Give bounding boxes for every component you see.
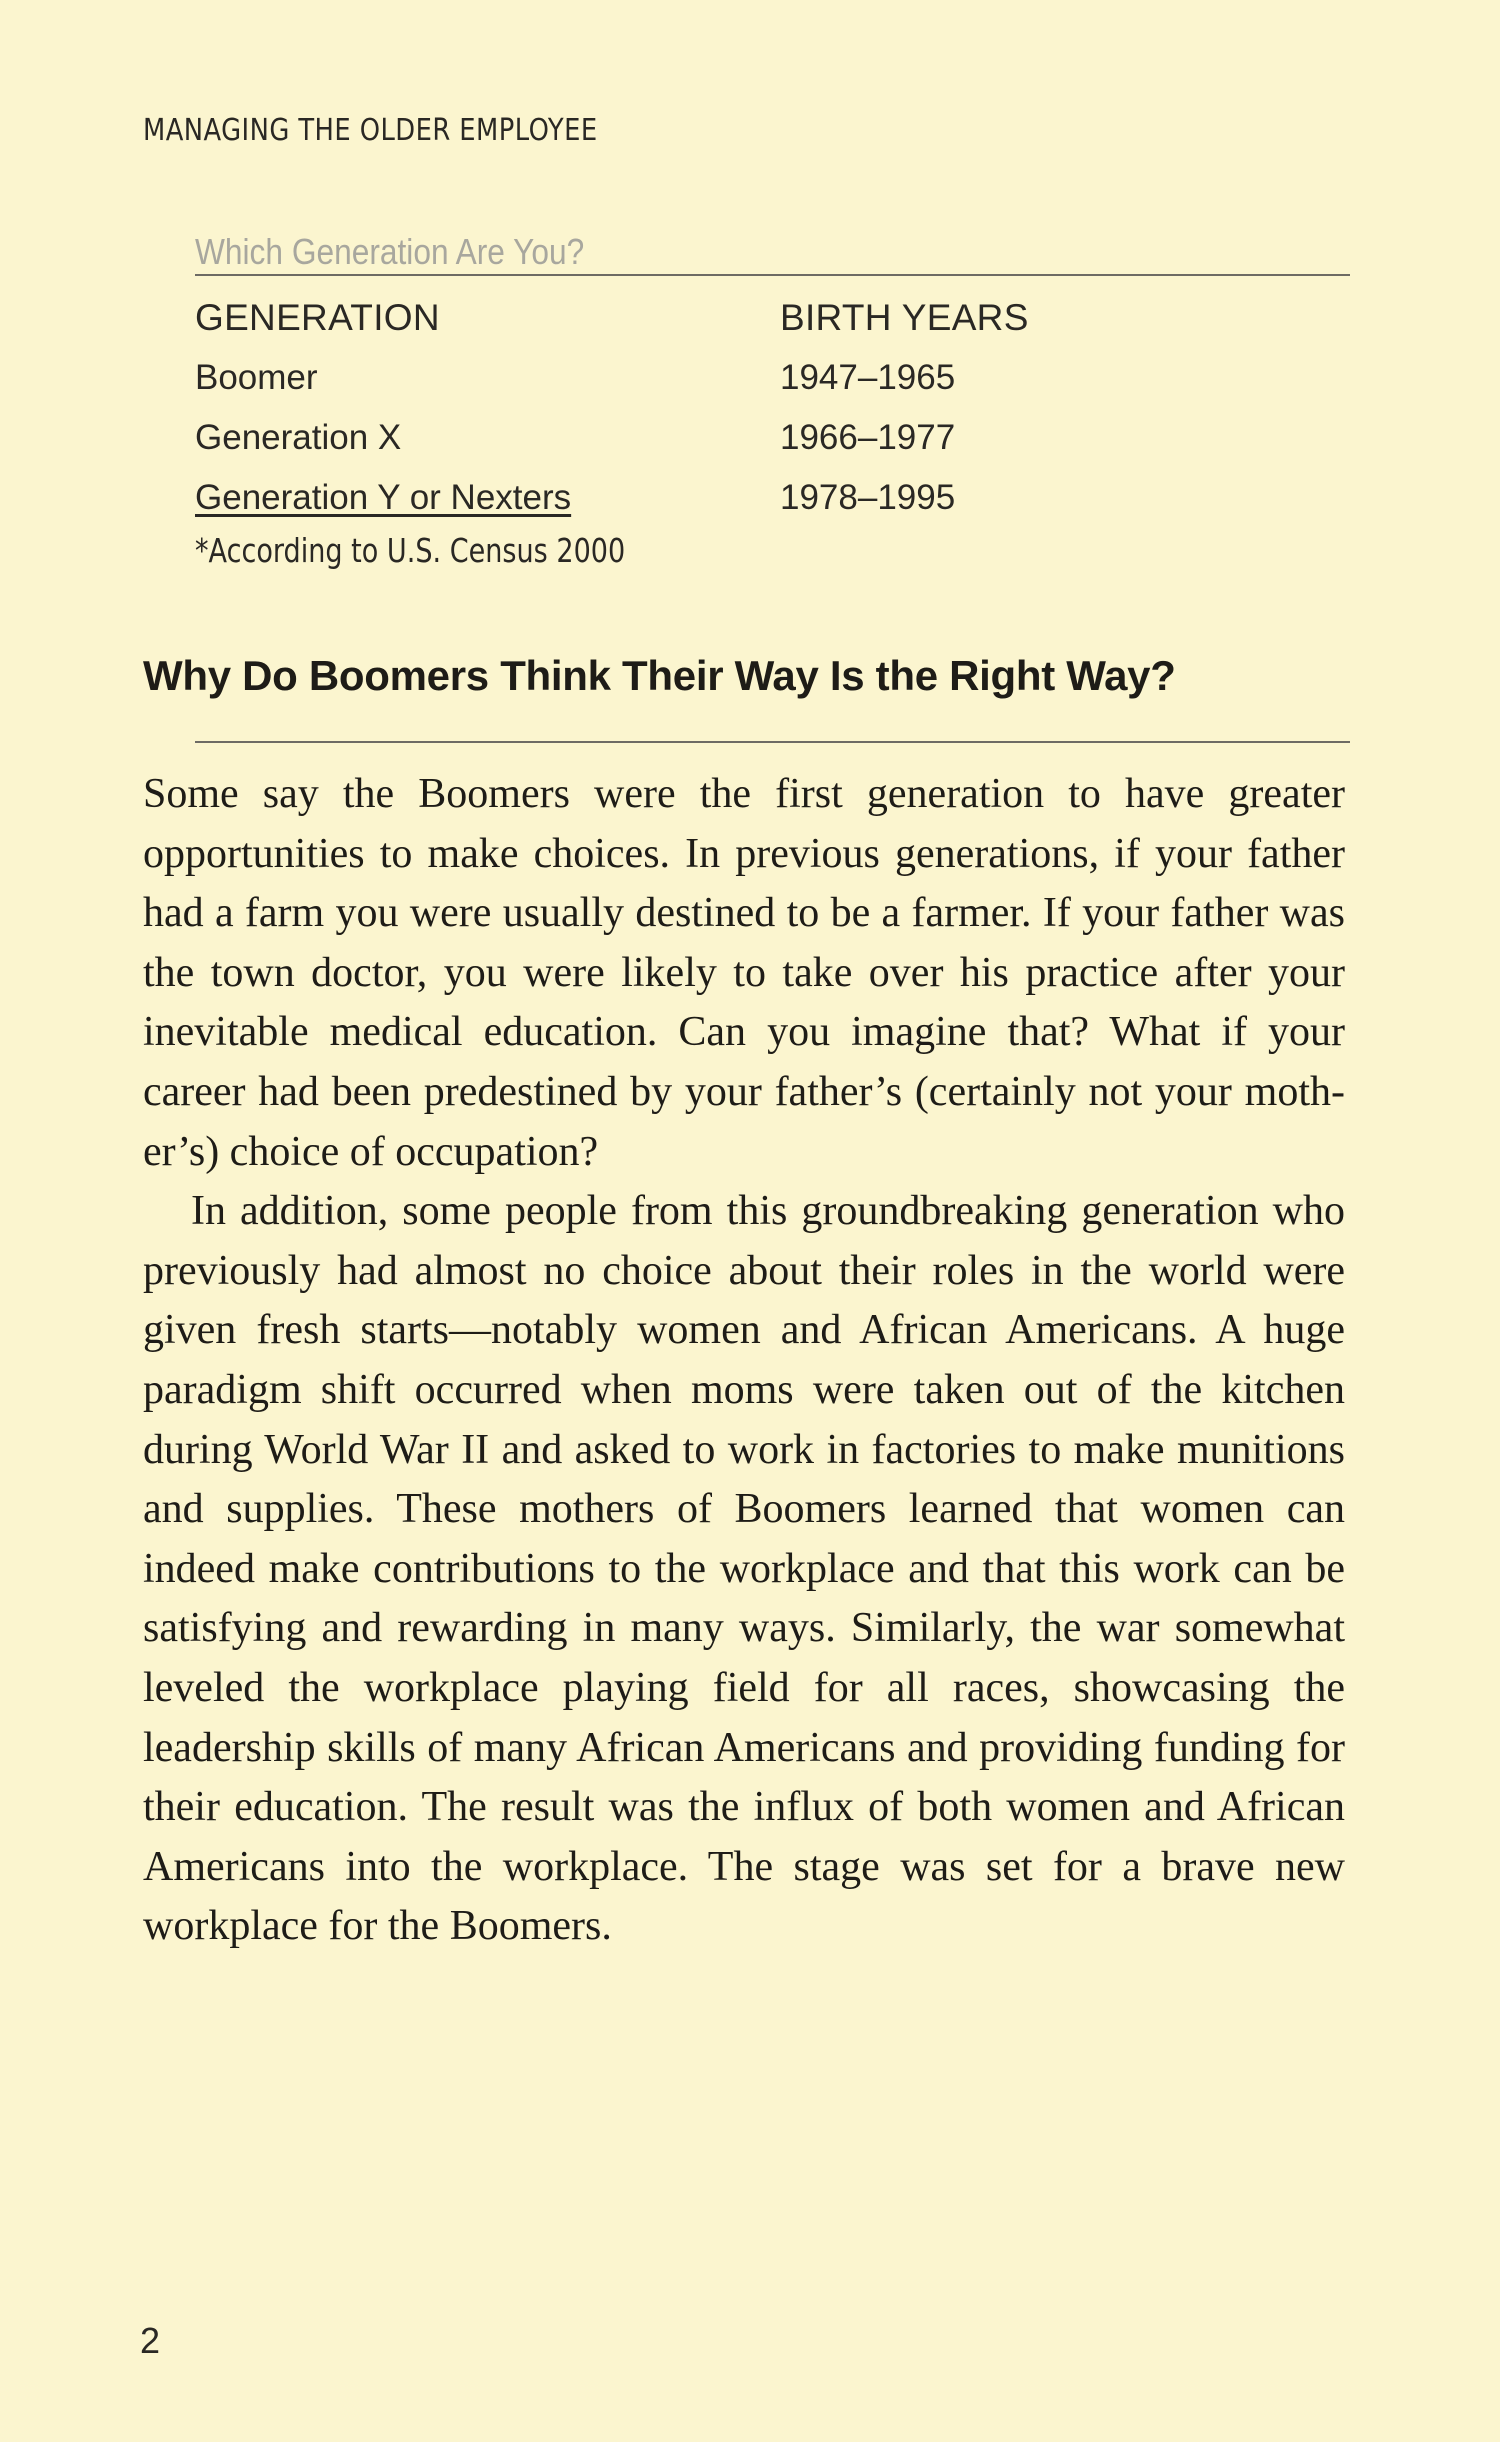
table-caption: Which Generation Are You?: [195, 231, 585, 272]
table-header-row: [195, 288, 1350, 348]
table-bottom-rule: [195, 741, 1350, 743]
table-row: [195, 348, 1350, 408]
table-row: [195, 468, 1350, 528]
table-footnote: *According to U.S. Census 2000: [195, 531, 626, 570]
row-birth-years: 1966–1977: [780, 418, 956, 457]
row-generation: Generation Y or Nexters: [195, 478, 572, 517]
row-birth-years: 1978–1995: [780, 478, 956, 517]
page-number: 2: [140, 2320, 161, 2361]
running-head: MANAGING THE OLDER EMPLOYEE: [143, 113, 598, 148]
header-generation: GENERATION: [195, 297, 440, 338]
paragraph: In addition, some people from this groundbreaking generation who previously had almost no choice about their roles in the world were given fresh starts—notably women and African Americans. A huge paradigm shift occurred when moms were taken out of the kitchen during World War II and asked to work in factories to make munitions and supplies. These mothers of Boomers learned that women can indeed make contributions to the workplace and that this work can be satisfying and rewarding in many ways. Similarly, the war somewhat leveled the workplace playing field for all races, showcasing the leadership skills of many African Americans and providing funding for their education. The result was the influx of both women and African Americans into the workplace. The stage was set for a brave new workplace for the Boomers.: [143, 1188, 1345, 1950]
header-birth-years: BIRTH YEARS: [780, 297, 1029, 338]
paragraph: Some say the Boomers were the first generation to have greater opportunities to make choices. In previous generations, if your father had a farm you were usually destined to be a farmer. If your father was the town doctor, you were likely to take over his practice after your inevitable medical education. Can you imagine that? What if your career had been predestined by your father’s (certainly not your mother’s) choice of occupation?: [143, 771, 1345, 1175]
body-text: [143, 765, 1345, 1957]
section-heading: Why Do Boomers Think Their Way Is the Right Way?: [143, 652, 1176, 699]
row-birth-years: 1947–1965: [780, 358, 956, 397]
table-top-rule: [195, 274, 1350, 276]
row-generation: Generation X: [195, 418, 402, 457]
row-generation: Boomer: [195, 358, 318, 397]
table-row: [195, 408, 1350, 468]
generation-table: [195, 228, 1350, 517]
